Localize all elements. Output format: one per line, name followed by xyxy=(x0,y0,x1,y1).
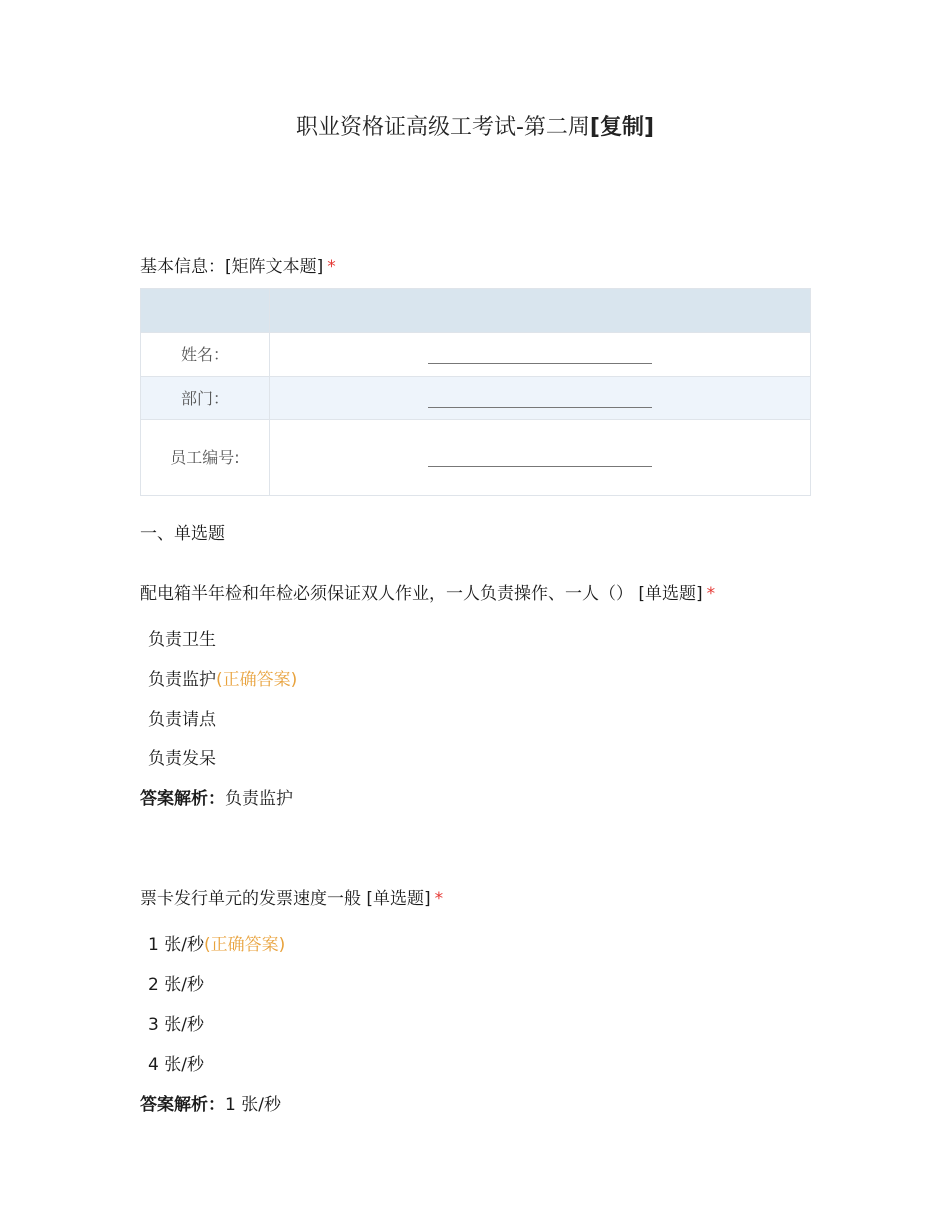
question-1-option-3[interactable] xyxy=(148,705,216,730)
employee-id-field-cell[interactable] xyxy=(270,420,811,496)
basic-info-label-text: 基本信息：[矩阵文本题] xyxy=(140,257,324,277)
page-title-main: 职业资格证高级工考试-第二周 xyxy=(295,115,590,140)
question-2-option-2[interactable] xyxy=(148,970,204,995)
correct-answer-note: (正确答案) xyxy=(216,670,298,690)
question-2-option-4[interactable] xyxy=(148,1050,204,1075)
matrix-header-row xyxy=(141,289,811,333)
question-1-option-1[interactable] xyxy=(148,625,216,650)
row-label-department: 部门： xyxy=(141,377,270,420)
option-label: 负责请点 xyxy=(148,710,216,730)
section-title: 一、单选题 xyxy=(140,524,225,544)
option-label: 4 张/秒 xyxy=(148,1055,204,1075)
question-2-title xyxy=(140,884,443,909)
question-2-text: 票卡发行单元的发票速度一般 [单选题] xyxy=(140,889,431,909)
matrix-row-employee-id xyxy=(141,420,811,496)
question-1-option-4[interactable] xyxy=(148,744,216,769)
analysis-value: 负责监护 xyxy=(225,789,293,809)
option-label: 负责卫生 xyxy=(148,630,216,650)
analysis-value: 1 张/秒 xyxy=(225,1095,281,1115)
row-label-employee-id: 员工编号: xyxy=(141,420,270,496)
required-mark: * xyxy=(706,584,716,604)
department-blank-line[interactable] xyxy=(428,393,652,408)
employee-id-blank-line[interactable] xyxy=(428,452,652,467)
question-1-analysis xyxy=(140,784,293,809)
option-label: 负责发呆 xyxy=(148,749,216,769)
question-2-option-3[interactable] xyxy=(148,1010,204,1035)
question-2-option-1[interactable] xyxy=(148,930,285,955)
basic-info-matrix xyxy=(140,288,811,496)
question-1-title xyxy=(140,579,715,604)
analysis-label: 答案解析： xyxy=(140,789,225,809)
correct-answer-note: (正确答案) xyxy=(203,935,286,955)
matrix-row-name xyxy=(141,333,811,377)
basic-info-label xyxy=(140,252,336,277)
name-field-cell[interactable] xyxy=(270,333,811,377)
required-mark: * xyxy=(327,257,336,277)
name-blank-line[interactable] xyxy=(428,349,652,364)
matrix-header-cell xyxy=(270,289,811,333)
option-label: 1 张/秒 xyxy=(148,935,204,955)
option-label: 负责监护 xyxy=(148,670,216,690)
matrix-header-cell xyxy=(141,289,270,333)
question-1-option-2[interactable] xyxy=(148,665,297,690)
option-label: 2 张/秒 xyxy=(148,975,204,995)
required-mark: * xyxy=(434,889,444,909)
analysis-label: 答案解析： xyxy=(140,1095,225,1115)
page-title xyxy=(0,110,950,141)
row-label-name: 姓名： xyxy=(141,333,270,377)
page-title-suffix: [复制] xyxy=(589,115,655,140)
option-label: 3 张/秒 xyxy=(148,1015,204,1035)
department-field-cell[interactable] xyxy=(270,377,811,420)
matrix-row-department xyxy=(141,377,811,420)
question-2-analysis xyxy=(140,1090,281,1115)
question-1-text: 配电箱半年检和年检必须保证双人作业，一人负责操作、一人（） [单选题] xyxy=(140,584,703,604)
